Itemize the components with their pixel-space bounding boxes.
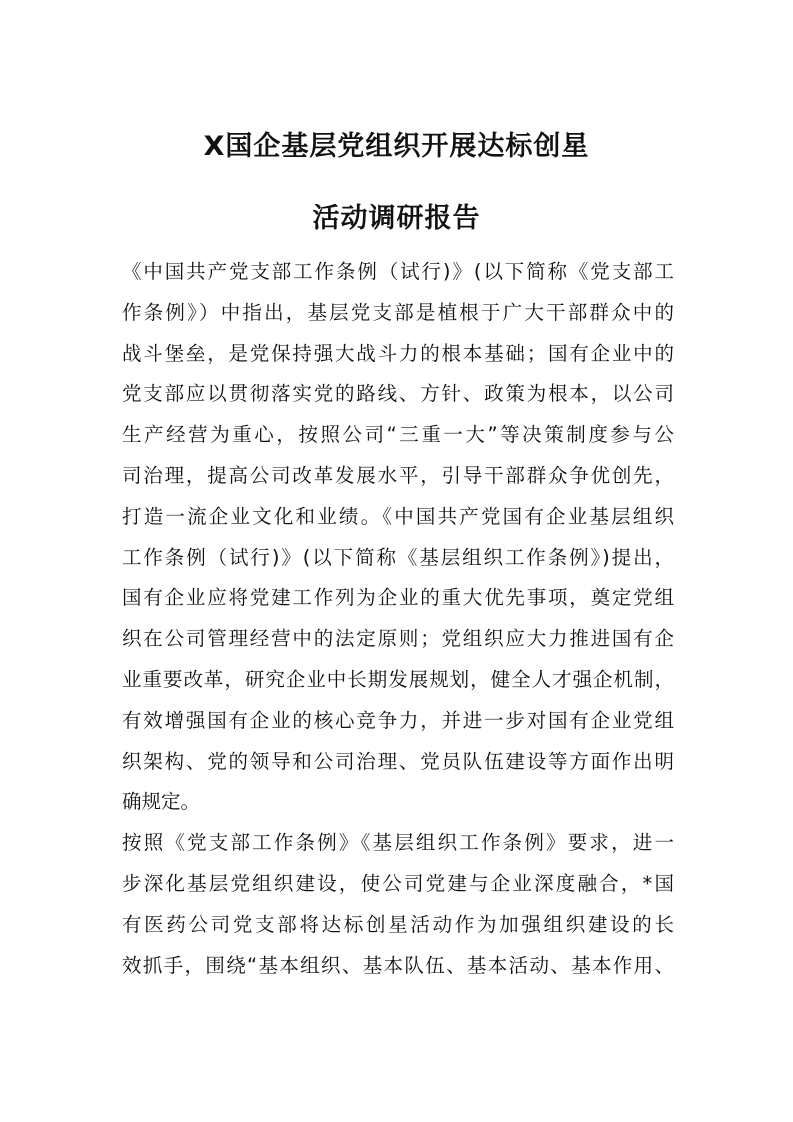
paragraph-1 [122,252,674,823]
text-line: 《中国共产党支部工作条例（试行)》(以下简称《党支部工 [122,260,674,283]
text-line: 按照《党支部工作条例》《基层组织工作条例》要求，进一 [122,831,674,855]
text-line: 作条例》）中指出，基层党支部是植根于广大干部群众中的 [122,300,674,324]
text-line: 司治理，提高公司改革发展水平，引导干部群众争优创先， [122,463,674,487]
text-line: 织架构、党的领导和公司治理、党员队伍建设等方面作出明 [122,749,674,773]
text-line: 生产经营为重心，按照公司“三重一大”等决策制度参与公 [122,423,674,447]
text-line: 打造一流企业文化和业绩。《中国共产党国有企业基层组织 [122,504,674,528]
text-line: 有医药公司党支部将达标创星活动作为加强组织建设的长 [122,912,674,936]
text-line: 有效增强国有企业的核心竞争力，并进一步对国有企业党组 [122,708,674,732]
text-line: 效抓手，围绕“基本组织、基本队伍、基本活动、基本作用、 [122,953,674,977]
text-line: 织在公司管理经营中的法定原则；党组织应大力推进国有企 [122,627,674,651]
paragraph-2 [122,823,674,986]
document-body [122,252,674,986]
text-line: 业重要改革，研究企业中长期发展规划，健全人才强企机制， [122,667,674,691]
document-title-line-1: X国企基层党组织开展达标创星 [203,131,590,162]
document-title-line-2: 活动调研报告 [312,203,481,234]
text-line: 步深化基层党组织建设，使公司党建与企业深度融合，*国 [122,871,674,895]
text-line: 战斗堡垒，是党保持强大战斗力的根本基础；国有企业中的 [122,341,674,365]
text-line: 工作条例（试行)》(以下简称《基层组织工作条例》)提出， [122,545,674,569]
text-line: 党支部应以贯彻落实党的路线、方针、政策为根本，以公司 [122,382,674,406]
text-line: 国有企业应将党建工作列为企业的重大优先事项，奠定党组 [122,586,674,610]
text-line: 确规定。 [122,790,201,814]
